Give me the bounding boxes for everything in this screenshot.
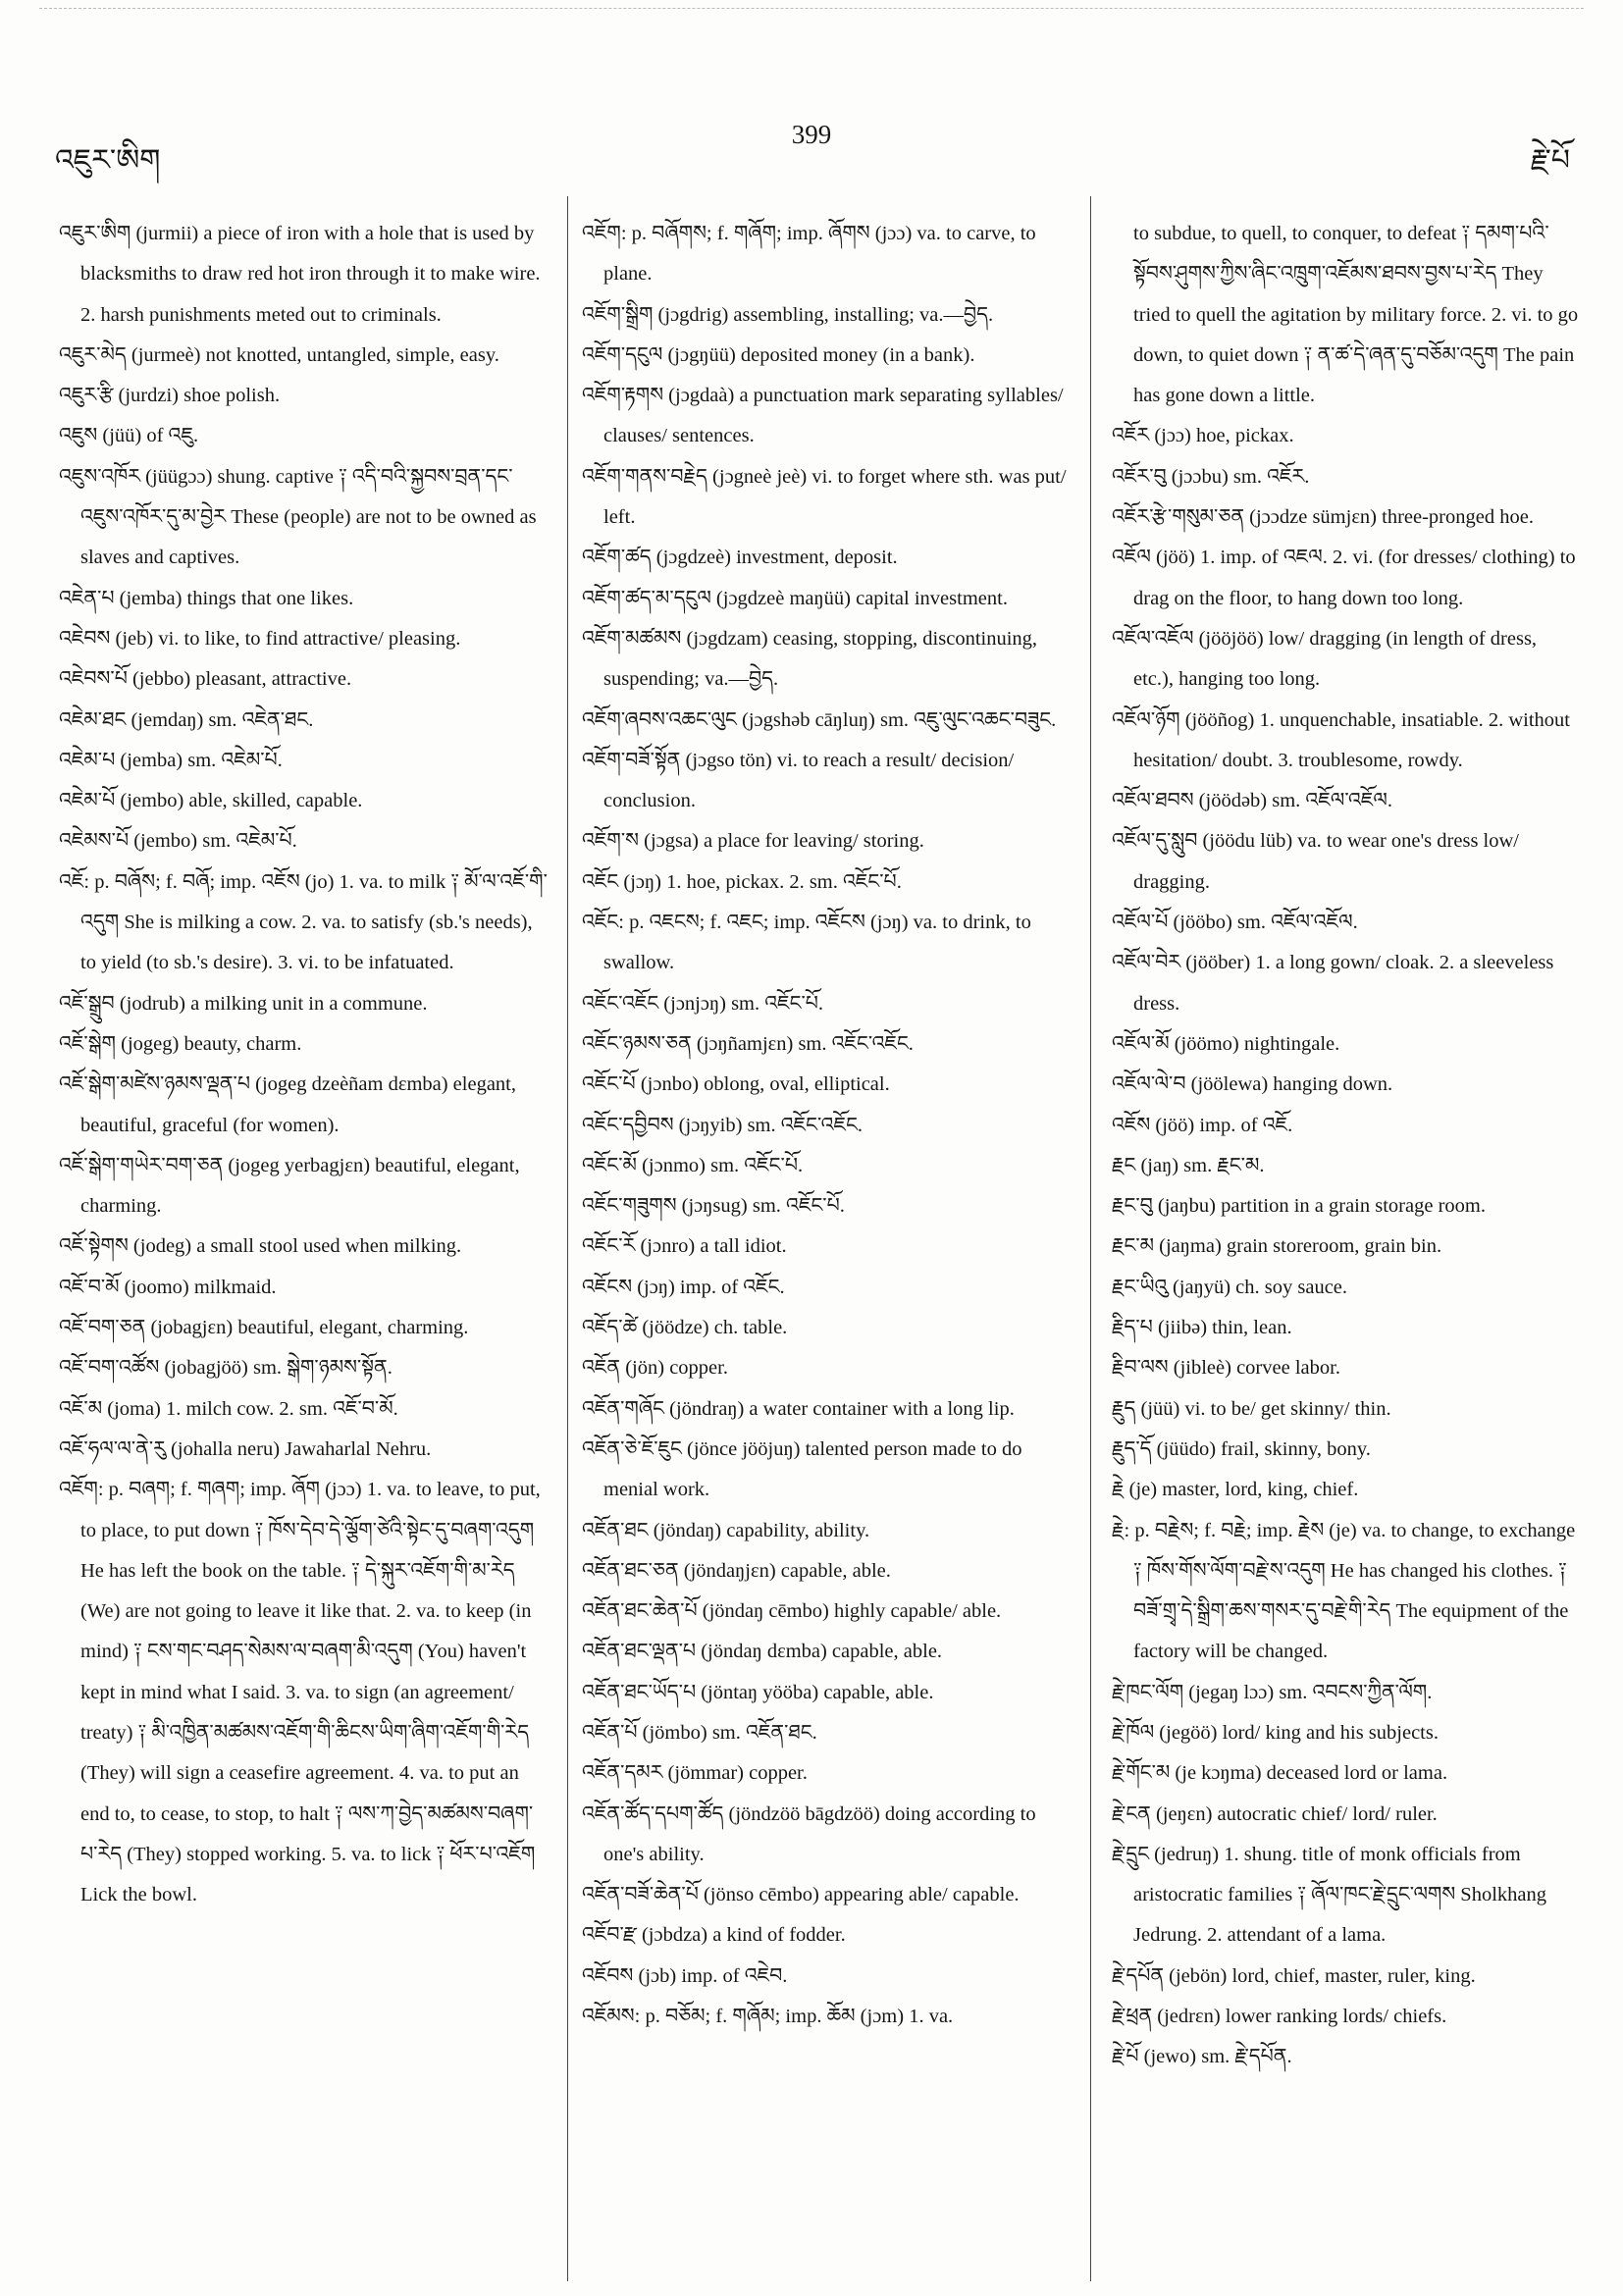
dictionary-entry: རྗེ (je) master, lord, king, chief. [1112,1479,1359,1501]
dictionary-entry: འཇོང་མོ (jɔnmo) sm. འཇོང་པོ. [582,1154,804,1176]
dictionary-entry: རྗུད་དོ (jüüdo) frail, skinny, bony. [1112,1437,1371,1460]
dictionary-entry: འཇོལ་འཇོལ (jööjöö) low/ dragging (in length of dress, etc.), hanging too long. [1112,627,1538,691]
dictionary-entry: འཇུར་ཨིག (jurmii) a piece of iron with a hole that is used by blacksmiths to draw red hot iron through it to make wire. 2. harsh punishments meted out to criminals. [59,223,541,326]
running-head-left: འཇུར་ཨིག [55,144,161,177]
dictionary-entry: འཇོལ་ཐབས (jöödəb) sm. འཇོལ་འཇོལ. [1112,790,1393,812]
dictionary-entry: འཇོལ་ལེ་བ (jöölewa) hanging down. [1112,1073,1393,1096]
dictionary-entry: འཇོལ་དུ་སླུབ (jöödu lüb) va. to wear one's dress low/ dragging. [1112,830,1519,893]
dictionary-entry: རྗང་བུ (jaŋbu) partition in a grain storage room. [1112,1195,1486,1218]
dictionary-entry: འཇུར་མེད (jurmeè) not knotted, untangled, simple, easy. [59,343,499,366]
dictionary-entry: འཇོལ (jöö) 1. imp. of འཇལ. 2. vi. (for dresses/ clothing) to drag on the floor, to hang down too long. [1112,547,1576,609]
dictionary-entry: འཇོང་པོ (jɔnbo) oblong, oval, elliptical. [582,1073,890,1096]
dictionary-entry: འཇོག་ཞབས་འཆང་ལུང (jɔgshəb cāŋluŋ) sm. འཇུ་ལུང་འཆང་བཟུང. [582,708,1057,731]
dictionary-entry: འཇོན་བཟོ་ཆེན་པོ (jönso cēmbo) appearing able/ capable. [582,1884,1020,1906]
column-divider [1090,196,1091,2281]
dictionary-entry: འཇོན་ཐང་ཆེན་པོ (jöndaŋ cēmbo) highly capable/ able. [582,1600,1002,1623]
dictionary-entry: འཇོང་རོ (jɔnro) a tall idiot. [582,1235,787,1258]
dictionary-entry: འཇོན་ཅེ་ཇོ་ཇུང (jönce jööjuŋ) talented person made to do menial work. [582,1437,1022,1501]
dictionary-entry: to subdue, to quell, to conquer, to defeat ༑ དམག་པའི་སྟོབས་ཤུགས་ཀྱིས་ཞིང་འཁྲུག་འཇོམས་ཐབས་བྱས་པ་རེད They tried to quell the agitation by military force. 2. vi. to go down, to quiet down ༑ ན་ཚ་དེ་ཞན་དུ་བཅོམ་འདུག The pain has gone down a little. [1133,223,1579,407]
dictionary-entry: འཇོ་སྒྲུབ (jodrub) a milking unit in a commune. [59,992,428,1015]
dictionary-entry: འཇོ་བག་འཚོས (jobagjöö) sm. སྒེག་ཉམས་སྟོན. [59,1357,393,1380]
dictionary-entry: འཇོ: p. བཞོས; f. བཞོ; imp. འཇོས (jo) 1. va. to milk ༑ མོ་ལ་འཇོ་གི་འདུག She is milking a cow. 2. va. to satisfy (sb.'s needs), to yield (to sb.'s desire). 3. vi. to be infatuated. [59,870,548,974]
dictionary-entry: རྗེ་ཕྲན (jedrɛn) lower ranking lords/ chiefs. [1112,2006,1447,2028]
dictionary-entry: འཇོར་རྩེ་གསུམ་ཅན (jɔɔdze sümjɛn) three-pronged hoe. [1112,506,1534,529]
dictionary-entry: འཇོ་སྒེག་གཡེར་བག་ཅན (jogeg yerbagjɛn) beautiful, elegant, charming. [59,1154,520,1218]
dictionary-entry: འཇོ་མ (joma) 1. milch cow. 2. sm. འཇོ་བ་མོ. [59,1397,398,1420]
dictionary-entry: འཇོད་ཚེ (jöödze) ch. table. [582,1317,788,1339]
dictionary-entry: འཇོག་ཚད་མ་དངུལ (jɔgdzeè maŋüü) capital investment. [582,587,1008,609]
dictionary-entry: འཇོ་སྒེག་མཛེས་ཉམས་ལྡན་པ (jogeg dzeèñam dɛmba) elegant, beautiful, graceful (for women). [59,1073,516,1136]
dictionary-entry: འཇུས་འཁོར (jüügɔɔ) shung. captive ༑ འདི་བའི་སྐྱབས་བྲན་དང་འཇུས་འཁོར་དུ་མ་བྱེར These (people) are not to be owned as slaves and captives. [59,465,537,569]
dictionary-entry: རྗེ: p. བརྗེས; f. བརྗེ; imp. རྗེས (je) va. to change, to exchange ༑ ཁོས་གོས་ལོག་བརྗེ་ས་འདུག He has changed his clothes. ༑ བཟོ་གྲྭ་དེ་སྒྲིག་ཆས་གསར་དུ་བརྗེ་གི་རེད The equipment of the factory will be changed. [1112,1519,1576,1663]
dictionary-entry: འཇོག་བཟོ་སྟོན (jɔgso tön) vi. to reach a result/ decision/ conclusion. [582,749,1015,812]
dictionary-entry: རྗིད་པ (jiibə) thin, lean. [1112,1317,1292,1339]
dictionary-entry: འཇོལ་བེར (jööber) 1. a long gown/ cloak. 2. a sleeveless dress. [1112,952,1554,1015]
dictionary-entry: འཇོན་ཐང་ལྡན་པ (jöndaŋ dɛmba) capable, able. [582,1641,943,1663]
dictionary-entry: འཇེབས་པོ (jebbo) pleasant, attractive. [59,668,352,691]
dictionary-entry: འཇོག་ས (jɔgsa) a place for leaving/ storing. [582,830,924,853]
dictionary-entry: འཇོག་ཚད (jɔgdzeè) investment, deposit. [582,547,898,569]
running-head-right: རྗེ་པོ [1530,144,1570,177]
dictionary-entry: འཇོག་དངུལ (jɔgŋüü) deposited money (in a bank). [582,343,975,366]
dictionary-entry: འཇུར་རྩི (jurdzi) shoe polish. [59,385,281,407]
dictionary-entry: འཇེམ་པ (jemba) sm. འཇེམ་པོ. [59,749,283,771]
dictionary-entry: འཇོན (jön) copper. [582,1357,728,1380]
dictionary-entry: རྗང (jaŋ) sm. རྗང་མ. [1112,1154,1265,1176]
dictionary-entry: འཇོག་གནས་བརྗེད (jɔgneè jeè) vi. to forget where sth. was put/ left. [582,465,1067,529]
dictionary-entry: རྗུད (jüü) vi. to be/ get skinny/ thin. [1112,1397,1391,1420]
dictionary-entry: འཇོང: p. འཇངས; f. འཇང; imp. འཇོངས (jɔŋ) va. to drink, to swallow. [582,912,1031,974]
scan-edge-line [39,8,1584,11]
dictionary-entry: འཇེན་པ (jemba) things that one likes. [59,587,354,609]
dictionary-entry: འཇོ་སྒེག (jogeg) beauty, charm. [59,1032,302,1055]
dictionary-entry: འཇོང་གཟུགས (jɔŋsug) sm. འཇོང་པོ. [582,1195,845,1218]
dictionary-entry: འཇོན་ཐང་ཡོད་པ (jöntaŋ yööba) capable, able. [582,1681,934,1703]
dictionary-entry: འཇོག་སྒྲིག (jɔgdrig) assembling, installing; va.—བྱེད. [582,303,994,326]
dictionary-entry: འཇོལ་ཉོག (jööñog) 1. unquenchable, insatiable. 2. without hesitation/ doubt. 3. troublesome, rowdy. [1112,708,1570,771]
dictionary-entry: འཇོང་ཉམས་ཅན (jɔŋñamjɛn) sm. འཇོང་འཇོང. [582,1032,914,1055]
dictionary-entry: འཇོལ་མོ (jöömo) nightingale. [1112,1032,1340,1055]
dictionary-entry: འཇོན་གཞོང (jöndraŋ) a water container with a long lip. [582,1397,1015,1420]
dictionary-entry: འཇོག: p. བཞོགས; f. གཞོག; imp. ཞོགས (jɔɔ) va. to carve, to plane. [582,223,1036,286]
page-number: 399 [791,120,832,149]
dictionary-entry: རྗིབ་ལས (jibleè) corvee labor. [1112,1357,1340,1380]
dictionary-entry: འཇོག་མཚམས (jɔgdzam) ceasing, stopping, discontinuing, suspending; va.—བྱེད. [582,627,1038,691]
dictionary-entry: འཇོང (jɔŋ) 1. hoe, pickax. 2. sm. འཇོང་པོ. [582,870,902,893]
dictionary-entry: འཇོས (jöö) imp. of འཇོ. [1112,1114,1293,1136]
dictionary-entry: འཇོམས: p. བཅོམ; f. གཞོམ; imp. ཆོམ (jɔm) 1. va. [582,2006,954,2028]
dictionary-entry: འཇོར་བུ (jɔɔbu) sm. འཇོར. [1112,465,1310,488]
dictionary-entry: འཇོག་རྟགས (jɔgdaà) a punctuation mark separating syllables/ clauses/ sentences. [582,385,1064,447]
dictionary-entry: འཇོལ་པོ (jööbo) sm. འཇོལ་འཇོལ. [1112,912,1358,934]
dictionary-entry: འཇོན་ཐང (jöndaŋ) capability, ability. [582,1519,870,1541]
dictionary-entry: རྗང་མ (jaŋma) grain storeroom, grain bin. [1112,1235,1442,1258]
dictionary-entry: འཇོ་བ་མོ (joomo) milkmaid. [59,1276,277,1298]
dictionary-entry: རྗེ་ངན (jeŋɛn) autocratic chief/ lord/ ruler. [1112,1802,1438,1825]
dictionary-entry: རྗང་ཡིའུ (jaŋyü) ch. soy sauce. [1112,1276,1348,1298]
dictionary-entry: འཇོར (jɔɔ) hoe, pickax. [1112,425,1294,447]
dictionary-entry: འཇོན་དམར (jömmar) copper. [582,1762,808,1785]
column-divider [567,196,568,2281]
dictionary-entry: རྗེ་ཁོལ (jegöö) lord/ king and his subjects. [1112,1721,1439,1744]
dictionary-entry: འཇོང་འཇོང (jɔnjɔŋ) sm. འཇོང་པོ. [582,992,824,1015]
dictionary-entry: འཇོན་ཐང་ཅན (jöndaŋjɛn) capable, able. [582,1559,891,1582]
dictionary-entry: འཇོང་དབྱིབས (jɔŋyib) sm. འཇོང་འཇོང. [582,1114,864,1136]
dictionary-entry: རྗེ་པོ (jewo) sm. རྗེ་དཔོན. [1112,2046,1292,2068]
dictionary-entry: འཇེམས་པོ (jembo) sm. འཇེམ་པོ. [59,830,297,853]
dictionary-entry: འཇོ་ཧལ་ལ་ནེ་རུ (johalla neru) Jawaharlal Nehru. [59,1437,432,1460]
dictionary-entry: རྗེ་ཁང་ལོག (jegaŋ lɔɔ) sm. འབངས་ཀྱིན་ལོག. [1112,1681,1433,1703]
column-3 [1112,214,1581,2078]
dictionary-entry: རྗེ་དཔོན (jebön) lord, chief, master, ruler, king. [1112,1964,1476,1987]
dictionary-entry: འཇོབ་རྫ (jɔbdza) a kind of fodder. [582,1924,846,1947]
dictionary-entry: རྗེ་དྲུང (jedruŋ) 1. shung. title of monk officials from aristocratic families ༑ ཞོལ་ཁང་རྗེ་དྲུང་ལགས Sholkhang Jedrung. 2. attendant of a lama. [1112,1843,1547,1947]
dictionary-entry: འཇོན་པོ (jömbo) sm. འཇོན་ཐང. [582,1721,817,1744]
dictionary-entry: འཇུས (jüü) of འཇུ. [59,425,199,447]
dictionary-entry: འཇེམ་ཐང (jemdaŋ) sm. འཇེན་ཐང. [59,708,314,731]
dictionary-entry: འཇོ་སྟེགས (jodeg) a small stool used when milking. [59,1235,462,1258]
dictionary-entry: རྗེ་གོང་མ (je kɔŋma) deceased lord or lama. [1112,1762,1448,1785]
dictionary-entry: འཇོན་ཚོད་དཔག་ཚོད (jöndzöö bāgdzöö) doing according to one's ability. [582,1802,1036,1865]
dictionary-entry: འཇོངས (jɔŋ) imp. of འཇོང. [582,1276,785,1298]
dictionary-entry: འཇེབས (jeb) vi. to like, to find attractive/ pleasing. [59,627,461,650]
dictionary-entry: འཇེམ་པོ (jembo) able, skilled, capable. [59,790,363,812]
dictionary-entry: འཇོ་བག་ཅན (jobagjɛn) beautiful, elegant, charming. [59,1317,469,1339]
dictionary-entry: འཇོག: p. བཞག; f. གཞག; imp. ཞོག (jɔɔ) 1. va. to leave, to put, to place, to put down ༑ ཁོས་དེབ་དེ་ལྕོག་ཙེའི་སྟེང་དུ་བཞག་འདུག He has left the book on the table. ༑ དེ་སྐུར་འཇོག་གི་མ་རེད (We) are not going to leave it like that. 2. va. to keep (in mind) ༑ ངས་གང་བཤད་སེམས་ལ་བཞག་མི་འདུག (You) haven't kept in mind what I said. 3. va. to sign (an agreement/ treaty) ༑ མི་འཁྱིན་མཚམས་འཇོག་གི་ཆིངས་ཡིག་ཞིག་འཇོག་གི་རེད (They) will sign a ceasefire agreement. 4. va. to put an end to, to cease, to stop, to halt ༑ ལས་ཀ་བྱེད་མཚམས་བཞག་པ་རེད (They) stopped working. 5. va. to lick ༑ ཕོར་པ་འཇོག Lick the bowl. [59,1479,541,1906]
column-2 [582,214,1075,2037]
dictionary-entry: འཇོབས (jɔb) imp. of འཇེབ. [582,1964,788,1987]
column-1 [59,214,550,1915]
